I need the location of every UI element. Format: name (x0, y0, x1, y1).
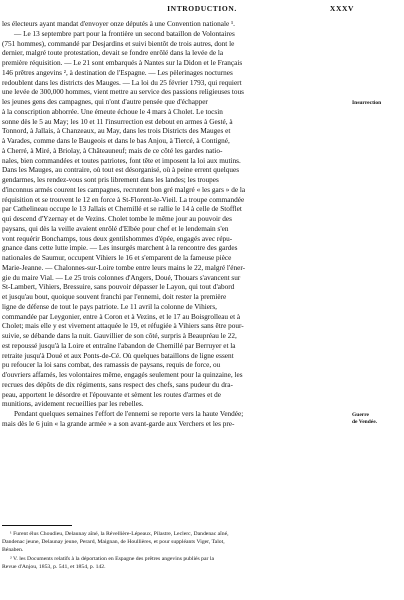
text-line: redoublent dans les districts des Mauges. — La loi du 25 février 1793, qui requiert (2, 78, 242, 87)
text-line: réquisition et se trouvent le 12 en force à St-Florent-le-Vieil. La troupe commandée (2, 195, 245, 204)
text-line: gie du maire Vial. — Le 25 trois colonnes d'Angers, Doué, Thouars s'avancent sur (2, 273, 241, 282)
text-line: munitions, avidement recueillies par les rebelles. (2, 400, 144, 409)
text-line: recrues des dépôts de dix régiments, sans respect des chefs, sans pudeur du dra- (2, 380, 233, 389)
text-line: qui descend d'Yzernay et de Vezins. Cholet tombe le même jour au pouvoir des (2, 215, 232, 223)
text-line: vont requérir Bonchamps, tous deux gentilshommes d'épée, engagés avec répu- (2, 234, 233, 243)
text-line: Marie-Jeanne. — Chalonnes-sur-Loire tombe entre leurs mains le 22, malgré l'éner- (2, 263, 245, 272)
footnotes (2, 530, 348, 571)
margin-note-line: Guerre (352, 411, 370, 418)
text-line: nationales de Saumur, occupent Vihiers le 16 et s'emparent de la fameuse pièce (2, 254, 232, 262)
footnote-line: Bénaben. (2, 547, 24, 554)
footnote-rule (2, 525, 72, 526)
text-line: dernier, malgré toute protestation, devait se fondre enrôlé dans la levée de la (2, 49, 224, 58)
text-line: ligne de défense de tout le pays patriote. Le 11 avril la colonne de Vihiers, (2, 302, 217, 311)
text-line: par Cathelineau occupe le 13 Jallais et Chemillé et se rallie le 14 à celle de Stofflet (2, 205, 242, 214)
text-line: nales, bien commandées et toutes patriotes, font tête et imposent la loi aux mutins. (2, 156, 241, 165)
page-number: XXXV (329, 4, 354, 13)
footnote-line: ² V. les Documents relatifs à la déportation en Espagne des prêtres angevins publiés par la (10, 555, 214, 562)
margin-note (352, 100, 402, 107)
text-line: retraite jusqu'à Doué et aux Ponts-de-Cé. Où quelques bataillons de ligne essent (2, 351, 234, 360)
running-header (0, 4, 404, 16)
text-line: — Le 13 septembre part pour la frontière un second bataillon de Volontaires (14, 29, 235, 38)
text-line: d'inconnus armés courent les campagnes, recrutent bon gré malgré « les gars » de la (2, 185, 246, 194)
text-line: Dans les Mauges, au contraire, où tout est désorganisé, où à peine errent quelques (2, 166, 240, 175)
text-line: première réquisition. — Le 21 sont embarqués à Nantes sur la Didon et le Français (2, 59, 243, 67)
text-line: Cholet; mais elle y est vivement attaquée le 19, et réfugiée à Vihiers sans être pour- (2, 322, 244, 331)
text-line: gnance dans cette lutte impie. — Les insurgés marchent à la rencontre des gardes (2, 244, 238, 253)
text-line: les électeurs ayant mandat d'envoyer onze députés à une Convention nationale ¹. (2, 20, 235, 28)
text-line: Tonnord, à Jallais, à Chanzeaux, au May, dans les trois Districts des Mauges et (2, 127, 231, 136)
text-line: 146 prêtres angevins ², à destination de l'Espagne. — Les pèlerinages nocturnes (2, 68, 233, 77)
text-line: mais dès le 6 juin « la grande armée » a son avant-garde aux Verchers et les pre- (2, 419, 235, 428)
text-line: une levée de 300,000 hommes, vient mettre au service des passions religieuses tous (2, 88, 245, 97)
text-line: les jeunes gens des campagnes, qui n'ont d'autre pensée que d'échapper (2, 98, 208, 106)
text-line: d'ouvriers affamés, les volontaires même, engagés seulement pour la quinzaine, les (2, 371, 243, 379)
text-line: sonne dès le 5 au May; les 10 et 11 l'insurrection est debout en armes à Gesté, à (2, 117, 233, 126)
text-line: St-Lambert, Vihiers, Bressuire, sans pouvoir dépasser le Layon, qui tout d'abord (2, 283, 235, 292)
text-line: (751 hommes), commandé par Desjardins et suivi bientôt de trois autres, dont le (2, 39, 235, 48)
text-line: à Cherré, à Miré, à Briolay, à Châteauneuf; mais de ce côté les gardes natio- (2, 146, 223, 155)
running-title: INTRODUCTION. (167, 4, 237, 13)
text-line: suivie, se débande dans la nuit. Gauvillier de son côté, surpris à Beaupréau le 22, (2, 332, 237, 340)
footnote-line: ¹ Furent élus Choudieu, Delaunay aîné, la Révellière-Lépeaux, Pilastre, Leclerc, Dandenac aîné, (10, 531, 229, 537)
text-line: gendarmes, les rendez-vous sont pris librement dans les landes; les troupes (2, 176, 219, 184)
text-line: peau, apportent le désordre et l'épouvante et sèment les routes d'armes et de (2, 390, 222, 399)
text-line: pu refoucer la loi sans combat, des ramassis de paysans, requis de force, ou (2, 361, 221, 370)
text-line: et jusqu'au bout, quoique souvent franchi par l'ennemi, doit rester la première (2, 293, 227, 301)
margin-note-line: Insurrection (352, 99, 382, 106)
text-line: à Varades, comme dans le Baugeois et dans le bas Anjou, à Tiercé, à Contigné, (2, 137, 230, 145)
margin-note (352, 412, 402, 426)
footnote-line: Revue d'Anjou, 1853, p. 541, et 1854, p. 142. (2, 563, 106, 570)
text-line: est repoussé jusqu'à la Loire et entraîne l'abandon de Chemillé par Berruyer et la (2, 341, 236, 350)
text-line: paysans, qui dès la veille avaient enrôlé d'Elbée pour chef et le lendemain s'en (2, 224, 229, 233)
text-line: Pendant quelques semaines l'effort de l'ennemi se reporte vers la haute Vendée; (14, 410, 244, 418)
margin-note-line: de Vendée. (352, 418, 378, 425)
text-line: à la conscription abhorrée. Une émeute échoue le 4 mars à Cholet. Le tocsin (2, 107, 223, 116)
text-line: commandée par Leygonier, entre à Coron et à Vezins, et le 17 au Boisgrolleau et à (2, 312, 241, 321)
main-text (2, 20, 348, 430)
footnote-line: Dandenac jeune, Delaunay jeune, Perard, Maignan, de Houllières, et pour suppléants Viger, Talot, (2, 539, 225, 546)
